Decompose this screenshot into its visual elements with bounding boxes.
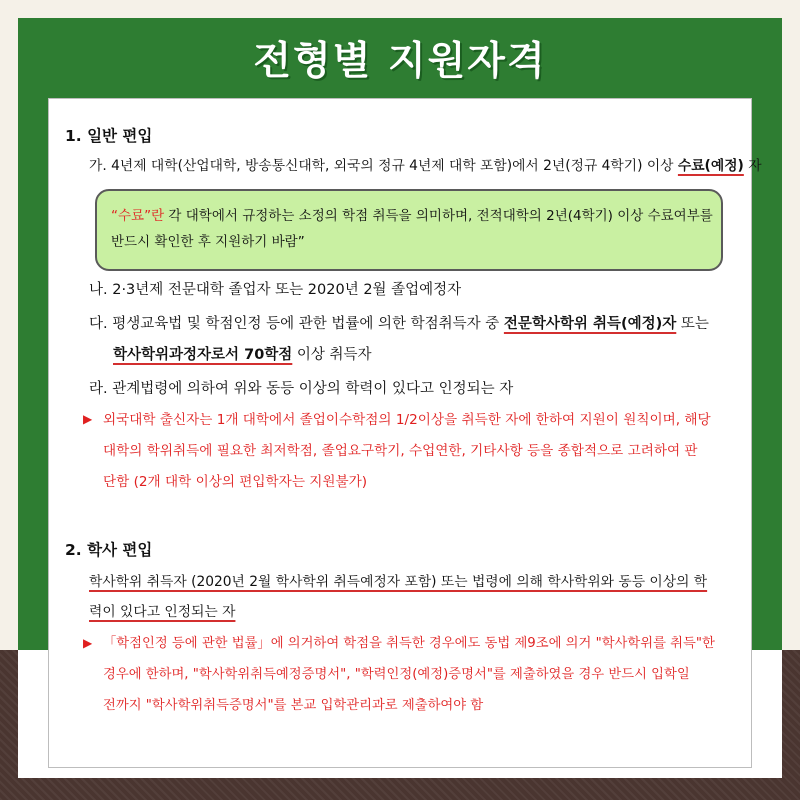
item-na: 나. 2·3년제 전문대학 졸업자 또는 2020년 2월 졸업예정자: [89, 282, 462, 298]
item-ga-tail: 자: [748, 158, 762, 174]
arrow-icon: ▶: [83, 636, 93, 650]
document-sheet: [48, 98, 762, 768]
warn1-line-2: 대학의 학위취득에 필요한 최저학점, 졸업요구학기, 수업연한, 기타사항 등을 종합적으로 고려하여 판: [103, 443, 698, 459]
warn2-line-2: 경우에 한하며, "학사학위취득예정증명서", "학력인정(예정)증명서"를 제출하였을 경우 반드시 입학일: [103, 667, 690, 682]
warn2-line-3: 전까지 "학사학위취득증명서"를 본교 입학관리과로 제출하여야 함: [103, 698, 484, 713]
note-line-2: 반드시 확인한 후 지원하기 바람”: [111, 234, 305, 250]
page-title: 전형별 지원자격: [253, 39, 547, 84]
section1-heading: 1. 일반 편입: [65, 127, 153, 145]
item-da2-tail: 이상 취득자: [296, 347, 372, 363]
item-da-tail: 또는: [680, 316, 709, 332]
note-line1-text: 각 대학에서 규정하는 소정의 학점 취득을 의미하며, 전적대학의 2년(4학기) 이상 수료여부를: [164, 208, 713, 224]
arrow-icon: ▶: [83, 412, 93, 426]
item-ra: 라. 관계법령에 의하여 위와 동등 이상의 학력이 있다고 인정되는 자: [89, 381, 514, 397]
item-da-text: 다. 평생교육법 및 학점인정 등에 관한 법률에 의한 학점취득자 중: [89, 316, 500, 332]
item-da2-bold: 학사학위과정자로서 70학점: [113, 347, 293, 363]
warn1-line-1: 외국대학 출신자는 1개 대학에서 졸업이수학점의 1/2이상을 취득한 자에 한하여 지원이 원칙이며, 해당: [103, 412, 711, 428]
item-da-bold: 전문학사학위 취득(예정)자: [503, 316, 677, 332]
note-box: [95, 189, 723, 271]
warn2-line-1: 「학점인정 등에 관한 법률」에 의거하여 학점을 취득한 경우에도 동법 제9조에 의거 "학사학위를 취득"한: [103, 636, 715, 651]
section2-line-1: 학사학위 취득자 (2020년 2월 학사학위 취득예정자 포함) 또는 법령에 의해 학사학위와 동등 이상의 학: [89, 574, 708, 590]
item-ga: [89, 156, 762, 176]
item-da-line2: [113, 345, 372, 365]
item-ga-text: 가. 4년제 대학(산업대학, 방송통신대학, 외국의 정규 4년제 대학 포함)에서 2년(정규 4학기) 이상: [89, 158, 674, 174]
note-line-1: [111, 206, 713, 226]
section2-heading: 2. 학사 편입: [65, 541, 153, 559]
item-da: [89, 314, 709, 334]
section2-line-2: 력이 있다고 인정되는 자: [89, 604, 236, 620]
note-quote: “수료”란: [111, 208, 165, 224]
warn1-line-3: 단함 (2개 대학 이상의 편입학자는 지원불가): [103, 474, 368, 490]
item-ga-bold: 수료(예정): [677, 158, 744, 174]
